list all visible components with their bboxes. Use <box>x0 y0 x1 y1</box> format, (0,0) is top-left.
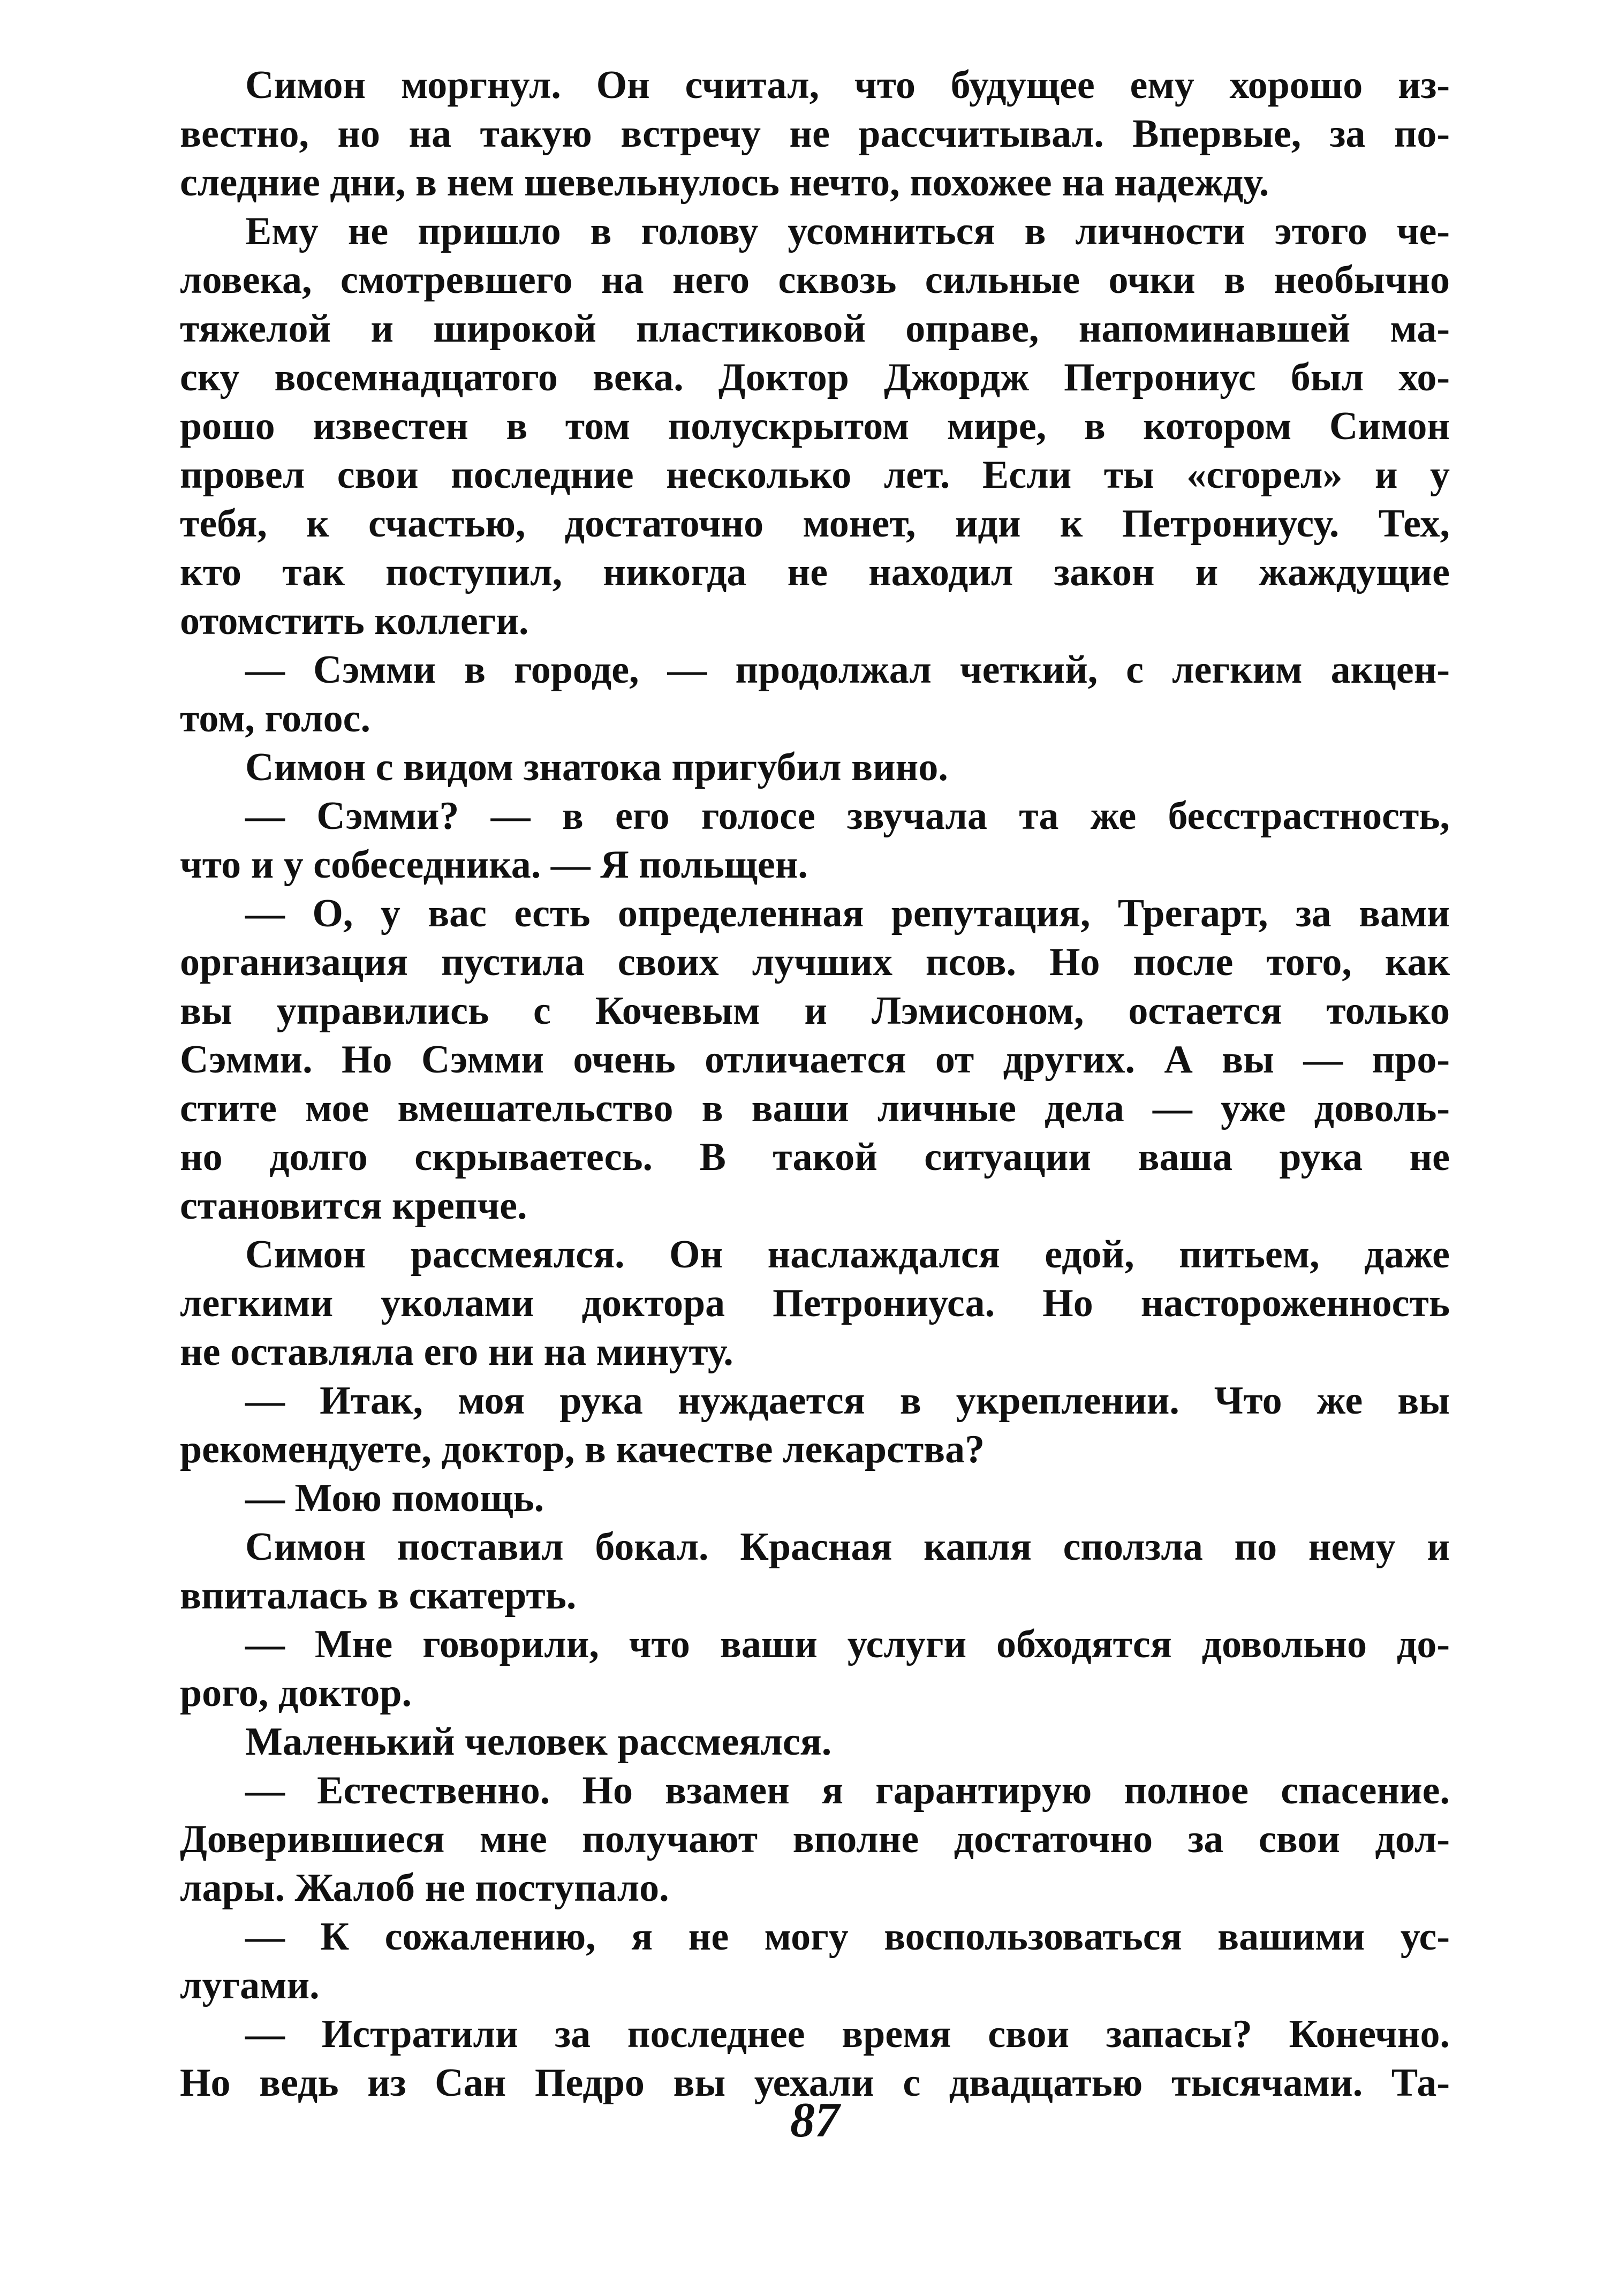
text-line: тебя, к счастью, достаточно монет, иди к Петрониусу. Тех, <box>180 502 1450 546</box>
text-line: кто так поступил, никогда не находил закон и жаждущие <box>180 550 1450 594</box>
text-line: вы управились с Кочевым и Лэмисоном, остается только <box>180 989 1450 1033</box>
text-line: рого, доктор. <box>180 1671 412 1715</box>
text-line: — К сожалению, я не могу воспользоваться вашими ус- <box>245 1915 1450 1959</box>
body-text <box>180 61 1450 2108</box>
text-line: лугами. <box>180 1963 320 2007</box>
text-line: — Итак, моя рука нуждается в укреплении. Что же вы <box>245 1379 1450 1423</box>
text-line: легкими уколами доктора Петрониуса. Но настороженность <box>180 1281 1450 1325</box>
text-line: провел свои последние несколько лет. Если ты «сгорел» и у <box>180 453 1450 497</box>
text-line: рекомендуете, доктор, в качестве лекарства? <box>180 1428 985 1471</box>
text-line: Сэмми. Но Сэмми очень отличается от других. А вы — про- <box>180 1038 1450 1082</box>
text-line: Ему не пришло в голову усомниться в личности этого че- <box>245 209 1450 253</box>
text-line: Симон с видом знатока пригубил вино. <box>245 745 948 789</box>
book-page <box>180 61 1450 2149</box>
text-line: организация пустила своих лучших псов. Но после того, как <box>180 940 1450 984</box>
text-line: но долго скрываетесь. В такой ситуации ваша рука не <box>180 1135 1450 1179</box>
text-line: что и у собеседника. — Я польщен. <box>180 843 808 887</box>
text-line: тяжелой и широкой пластиковой оправе, напоминавшей ма- <box>180 307 1450 351</box>
text-line: — Истратили за последнее время свои запасы? Конечно. <box>245 2012 1450 2056</box>
text-line: ловека, смотревшего на него сквозь сильные очки в необычно <box>180 258 1450 302</box>
text-line: том, голос. <box>180 697 371 741</box>
text-line: Но ведь из Сан Педро вы уехали с двадцатью тысячами. Та- <box>180 2061 1450 2105</box>
text-line: лары. Жалоб не поступало. <box>180 1866 669 1910</box>
text-line: становится крепче. <box>180 1184 527 1228</box>
text-line: — Сэмми в городе, — продолжал четкий, с легким акцен- <box>245 648 1450 692</box>
text-line: — Естественно. Но взамен я гарантирую полное спасение. <box>245 1769 1450 1812</box>
text-line: отомстить коллеги. <box>180 599 529 643</box>
text-line: — Сэмми? — в его голосе звучала та же бесстрастность, <box>245 794 1450 838</box>
text-line: — О, у вас есть определенная репутация, Трегарт, за вами <box>245 892 1450 935</box>
text-line: следние дни, в нем шевельнулось нечто, похожее на надежду. <box>180 161 1269 205</box>
text-line: впиталась в скатерть. <box>180 1574 577 1618</box>
text-line: Симон рассмеялся. Он наслаждался едой, питьем, даже <box>245 1233 1450 1277</box>
text-line: ску восемнадцатого века. Доктор Джордж Петрониус был хо- <box>180 356 1450 399</box>
text-line: — Мне говорили, что ваши услуги обходятся довольно до- <box>245 1622 1450 1666</box>
text-line: Симон поставил бокал. Красная капля сползла по нему и <box>245 1525 1450 1569</box>
text-line: — Мою помощь. <box>245 1476 544 1520</box>
page-number: 87 <box>790 2093 839 2147</box>
text-line: не оставляла его ни на минуту. <box>180 1330 733 1374</box>
text-line: Симон моргнул. Он считал, что будущее ему хорошо из- <box>245 63 1450 107</box>
text-line: Доверившиеся мне получают вполне достаточно за свои дол- <box>180 1817 1450 1861</box>
text-line: Маленький человек рассмеялся. <box>245 1720 832 1764</box>
text-line: рошо известен в том полускрытом мире, в котором Симон <box>180 404 1450 448</box>
text-line: стите мое вмешательство в ваши личные дела — уже доволь- <box>180 1086 1450 1130</box>
text-line: вестно, но на такую встречу не рассчитывал. Впервые, за по- <box>180 112 1450 156</box>
